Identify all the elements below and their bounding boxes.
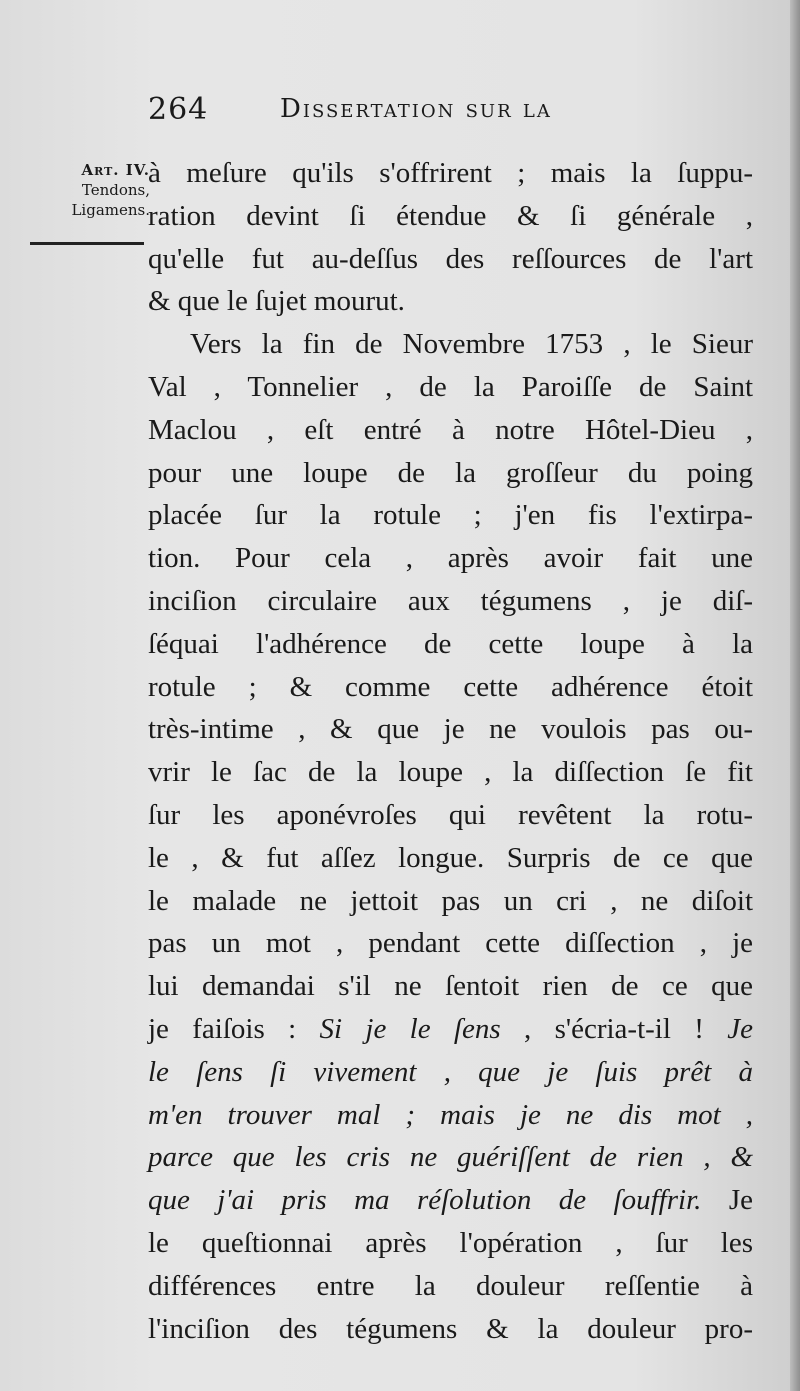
text-line: ration devint ſi étendue & ſi générale , xyxy=(148,199,753,232)
text-line: le , & fut aſſez longue. Surpris de ce que xyxy=(148,841,753,874)
text-line: ſéquai l'adhérence de cette loupe à la xyxy=(148,627,753,660)
margin-rule xyxy=(30,242,144,245)
italic-run: Je xyxy=(727,1012,753,1045)
text-line xyxy=(148,1008,753,1051)
text-line: vrir le ſac de la loupe , la diſſection ſe fit xyxy=(148,756,753,789)
italic-line: le ſens ſi vivement , que je ſuis prêt à xyxy=(148,1055,753,1088)
text-line: tion. Pour cela , après avoir fait une xyxy=(148,542,753,575)
text-run: , s'écria-t-il ! xyxy=(500,1012,728,1045)
text-line: très-intime , & que je ne voulois pas ou- xyxy=(148,713,753,746)
text-line: à meſure qu'ils s'offrirent ; mais la ſuppu- xyxy=(148,157,753,189)
italic-run: Si je le ſens xyxy=(319,1012,501,1045)
margin-note-ligamens: Ligamens. xyxy=(71,201,150,219)
text-run: je faiſois : xyxy=(148,1012,320,1045)
italic-line: parce que les cris ne guériſſent de rien , & xyxy=(148,1141,753,1174)
text-line: Vers la fin de Novembre 1753 , le Sieur xyxy=(190,328,753,361)
text-line: inciſion circulaire aux tégumens , je diſ- xyxy=(148,584,753,617)
text-line: pour une loupe de la groſſeur du poing xyxy=(148,456,753,489)
text-line: pas un mot , pendant cette diſſection , je xyxy=(148,927,753,960)
page-header xyxy=(148,92,668,132)
text-line: lui demandai s'il ne ſentoit rien de ce que xyxy=(148,970,753,1003)
text-line: l'inciſion des tégumens & la douleur pro- xyxy=(148,1312,753,1345)
text-line: & que le ſujet mourut. xyxy=(148,285,405,318)
running-title: Dissertation sur la xyxy=(280,94,552,124)
margin-note-article: Art. IV. xyxy=(81,161,150,179)
margin-note-tendons: Tendons, xyxy=(81,181,150,199)
body-text xyxy=(148,152,753,1350)
text-line: placée ſur la rotule ; j'en fis l'extirpa- xyxy=(148,499,753,532)
italic-run: que j'ai pris ma réſolution de ſouffrir. xyxy=(148,1184,702,1217)
text-line: Maclou , eſt entré à notre Hôtel-Dieu , xyxy=(148,413,753,446)
text-line: Val , Tonnelier , de la Paroiſſe de Saint xyxy=(148,370,753,403)
margin-note xyxy=(30,160,150,220)
text-run: Je xyxy=(701,1184,753,1217)
text-line: le malade ne jettoit pas un cri , ne diſoit xyxy=(148,884,753,917)
text-line xyxy=(148,1179,753,1222)
text-line: ſur les aponévroſes qui revêtent la rotu- xyxy=(148,798,753,831)
text-line: rotule ; & comme cette adhérence étoit xyxy=(148,670,753,703)
page-number: 264 xyxy=(148,92,209,127)
text-line: le queſtionnai après l'opération , ſur les xyxy=(148,1226,753,1259)
italic-line: m'en trouver mal ; mais je ne dis mot , xyxy=(148,1098,753,1131)
text-line: différences entre la douleur reſſentie à xyxy=(148,1269,753,1302)
text-line: qu'elle fut au-deſſus des reſſources de l'art xyxy=(148,242,753,275)
page-edge xyxy=(790,0,800,1391)
